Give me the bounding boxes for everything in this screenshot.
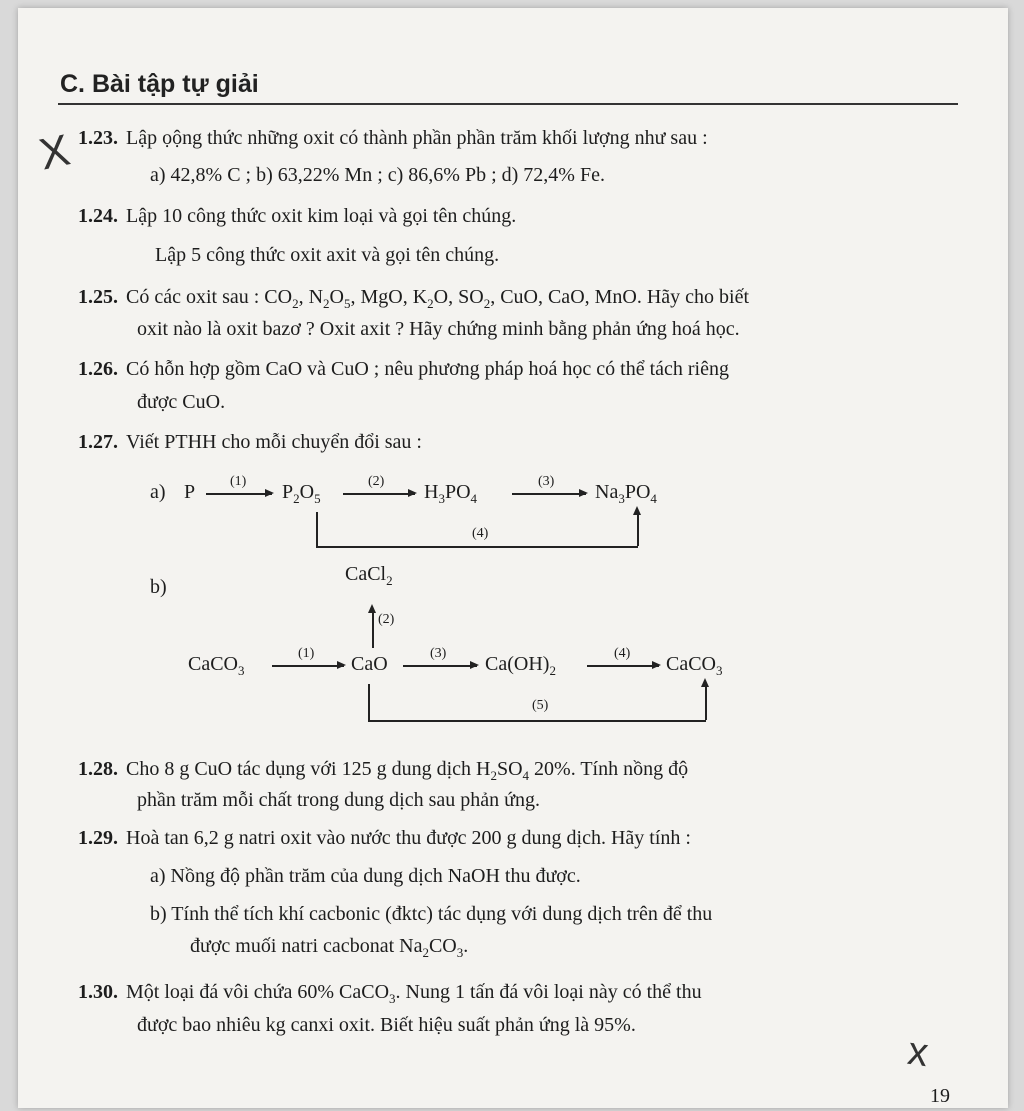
- subscript: 3: [456, 945, 464, 960]
- subscript: 2: [490, 768, 497, 783]
- subscript: 2: [292, 296, 299, 311]
- compound-Na3PO4: [595, 480, 657, 511]
- text-span: CO: [428, 935, 457, 957]
- bracket-right-arrow: [637, 512, 639, 546]
- compound-CaCl2: [345, 562, 393, 593]
- bracket-b-bottom: [368, 720, 706, 722]
- compound-P: P: [184, 481, 196, 503]
- handwritten-scribble-mark: x: [905, 1028, 932, 1076]
- section-title: C. Bài tập tự giải: [60, 70, 259, 98]
- exercise-number: 1.23.: [78, 127, 118, 149]
- exercise-number: 1.24.: [78, 205, 118, 227]
- exercise-1-30: [78, 980, 702, 1011]
- subscript: 4: [470, 491, 478, 506]
- label-a: a): [150, 481, 166, 503]
- bracket-b-right-arrow: [705, 684, 707, 720]
- text-span: CaCO: [666, 653, 716, 675]
- exercise-1-23: [78, 126, 708, 150]
- reaction-arrow-b4: [587, 665, 659, 667]
- exercise-1-27: [78, 430, 422, 454]
- compound-CaCO3-product: [666, 652, 723, 683]
- compound-CaCO3: [188, 652, 245, 683]
- step-label: (1): [298, 646, 315, 661]
- exercise-1-30-line2: được bao nhiêu kg canxi oxit. Biết hiệu suất phản ứng là 95%.: [137, 1014, 636, 1036]
- subscript: 3: [389, 991, 396, 1006]
- compound-CaO: CaO: [351, 653, 388, 675]
- text-span: P: [282, 481, 294, 503]
- exercise-1-29-b-line2: [190, 934, 468, 965]
- exercise-1-25-line2: oxit nào là oxit bazơ ? Oxit axit ? Hãy chứng minh bằng phản ứng hoá học.: [137, 318, 740, 340]
- bracket-left: [316, 512, 318, 546]
- step-label: (3): [538, 474, 555, 489]
- exercise-1-25: [78, 285, 749, 316]
- text-span: .: [463, 935, 469, 957]
- page-number: 19: [930, 1085, 950, 1107]
- exercise-text: Lập ọộng thức những oxit có thành phần phần trăm khối lượng như sau :: [126, 127, 708, 149]
- exercise-text: Lập 10 công thức oxit kim loại và gọi tên chúng.: [126, 205, 517, 227]
- text-span: Cho 8 g CuO tác dụng với 125 g dung dịch H: [126, 758, 491, 780]
- text-span: , MgO, K: [350, 286, 428, 308]
- exercise-text: Viết PTHH cho mỗi chuyển đổi sau :: [126, 431, 422, 453]
- step-label: (5): [532, 698, 549, 713]
- exercise-1-26: [78, 357, 729, 381]
- reaction-arrow-1: [206, 493, 272, 495]
- exercise-1-28: [78, 757, 688, 788]
- text-span: Na: [595, 481, 619, 503]
- text-span: . Nung 1 tấn đá vôi loại này có thể thu: [395, 981, 702, 1003]
- step-label: (4): [472, 526, 489, 541]
- compound-CaOH2: [485, 652, 556, 683]
- exercise-1-26-line2: được CuO.: [137, 391, 226, 413]
- bracket-b-left: [368, 684, 370, 720]
- subscript: 2: [422, 945, 429, 960]
- subscript: 3: [618, 491, 625, 506]
- exercise-number: 1.25.: [78, 286, 118, 308]
- step-label: (2): [378, 612, 395, 627]
- exercise-number: 1.26.: [78, 358, 118, 380]
- exercise-number: 1.28.: [78, 758, 118, 780]
- text-span: SO: [496, 758, 523, 780]
- subscript: 2: [483, 296, 491, 311]
- subscript: 2: [293, 491, 300, 506]
- text-span: O, SO: [433, 286, 484, 308]
- subscript: 3: [238, 663, 245, 678]
- exercise-1-28-line2: phần trăm mỗi chất trong dung dịch sau phản ứng.: [137, 789, 540, 811]
- text-span: Một loại đá vôi chứa 60% CaCO: [126, 981, 390, 1003]
- text-span: Có các oxit sau : CO: [126, 286, 293, 308]
- subscript: 2: [323, 296, 330, 311]
- exercise-1-24-line2: Lập 5 công thức oxit axit và gọi tên chúng.: [155, 244, 500, 266]
- exercise-1-29-a: a) Nồng độ phần trăm của dung dịch NaOH thu được.: [150, 865, 581, 887]
- reaction-arrow-b1: [272, 665, 344, 667]
- exercise-1-24: [78, 204, 516, 228]
- label-b: b): [150, 576, 167, 598]
- exercise-1-23-options: a) 42,8% C ; b) 63,22% Mn ; c) 86,6% Pb ; d) 72,4% Fe.: [150, 164, 605, 186]
- compound-H3PO4: [424, 480, 477, 511]
- step-label: (2): [368, 474, 385, 489]
- reaction-arrow-2: [343, 493, 415, 495]
- exercise-text: Hoà tan 6,2 g natri oxit vào nước thu được 200 g dung dịch. Hãy tính :: [126, 827, 691, 849]
- subscript: 3: [438, 491, 445, 506]
- exercise-text: Có hỗn hợp gồm CaO và CuO ; nêu phương pháp hoá học có thể tách riêng: [126, 358, 729, 380]
- text-span: được muối natri cacbonat Na: [190, 935, 423, 957]
- subscript: 2: [427, 296, 434, 311]
- text-span: O: [329, 286, 344, 308]
- subscript: 4: [650, 491, 657, 506]
- subscript: 5: [314, 491, 321, 506]
- compound-P2O5: [282, 480, 321, 511]
- exercise-1-29: [78, 826, 691, 850]
- text-span: , N: [298, 286, 324, 308]
- exercise-number: 1.29.: [78, 827, 118, 849]
- text-span: CaCl: [345, 563, 387, 585]
- text-span: O: [299, 481, 315, 503]
- text-span: H: [424, 481, 439, 503]
- subscript: 4: [522, 768, 530, 783]
- text-span: CaCO: [188, 653, 238, 675]
- subscript: 5: [344, 296, 351, 311]
- text-span: PO: [444, 481, 471, 503]
- subscript: 3: [716, 663, 723, 678]
- step-label: (4): [614, 646, 631, 661]
- text-span: PO: [624, 481, 651, 503]
- subscript: 2: [386, 573, 393, 588]
- arrow-to-CaCl2: [372, 610, 374, 648]
- reaction-arrow-3: [512, 493, 586, 495]
- bracket-bottom: [316, 546, 638, 548]
- subscript: 2: [549, 663, 556, 678]
- exercise-number: 1.30.: [78, 981, 118, 1003]
- exercise-1-29-b: b) Tính thể tích khí cacbonic (đktc) tác dụng với dung dịch trên để thu: [150, 903, 713, 925]
- reaction-arrow-b3: [403, 665, 477, 667]
- text-span: , CuO, CaO, MnO. Hãy cho biết: [490, 286, 750, 308]
- step-label: (3): [430, 646, 447, 661]
- handwritten-cross-mark: X: [35, 125, 75, 180]
- exercise-number: 1.27.: [78, 431, 118, 453]
- text-span: 20%. Tính nồng độ: [529, 758, 689, 780]
- text-span: Ca(OH): [485, 653, 550, 675]
- title-underline: [58, 103, 958, 105]
- step-label: (1): [230, 474, 247, 489]
